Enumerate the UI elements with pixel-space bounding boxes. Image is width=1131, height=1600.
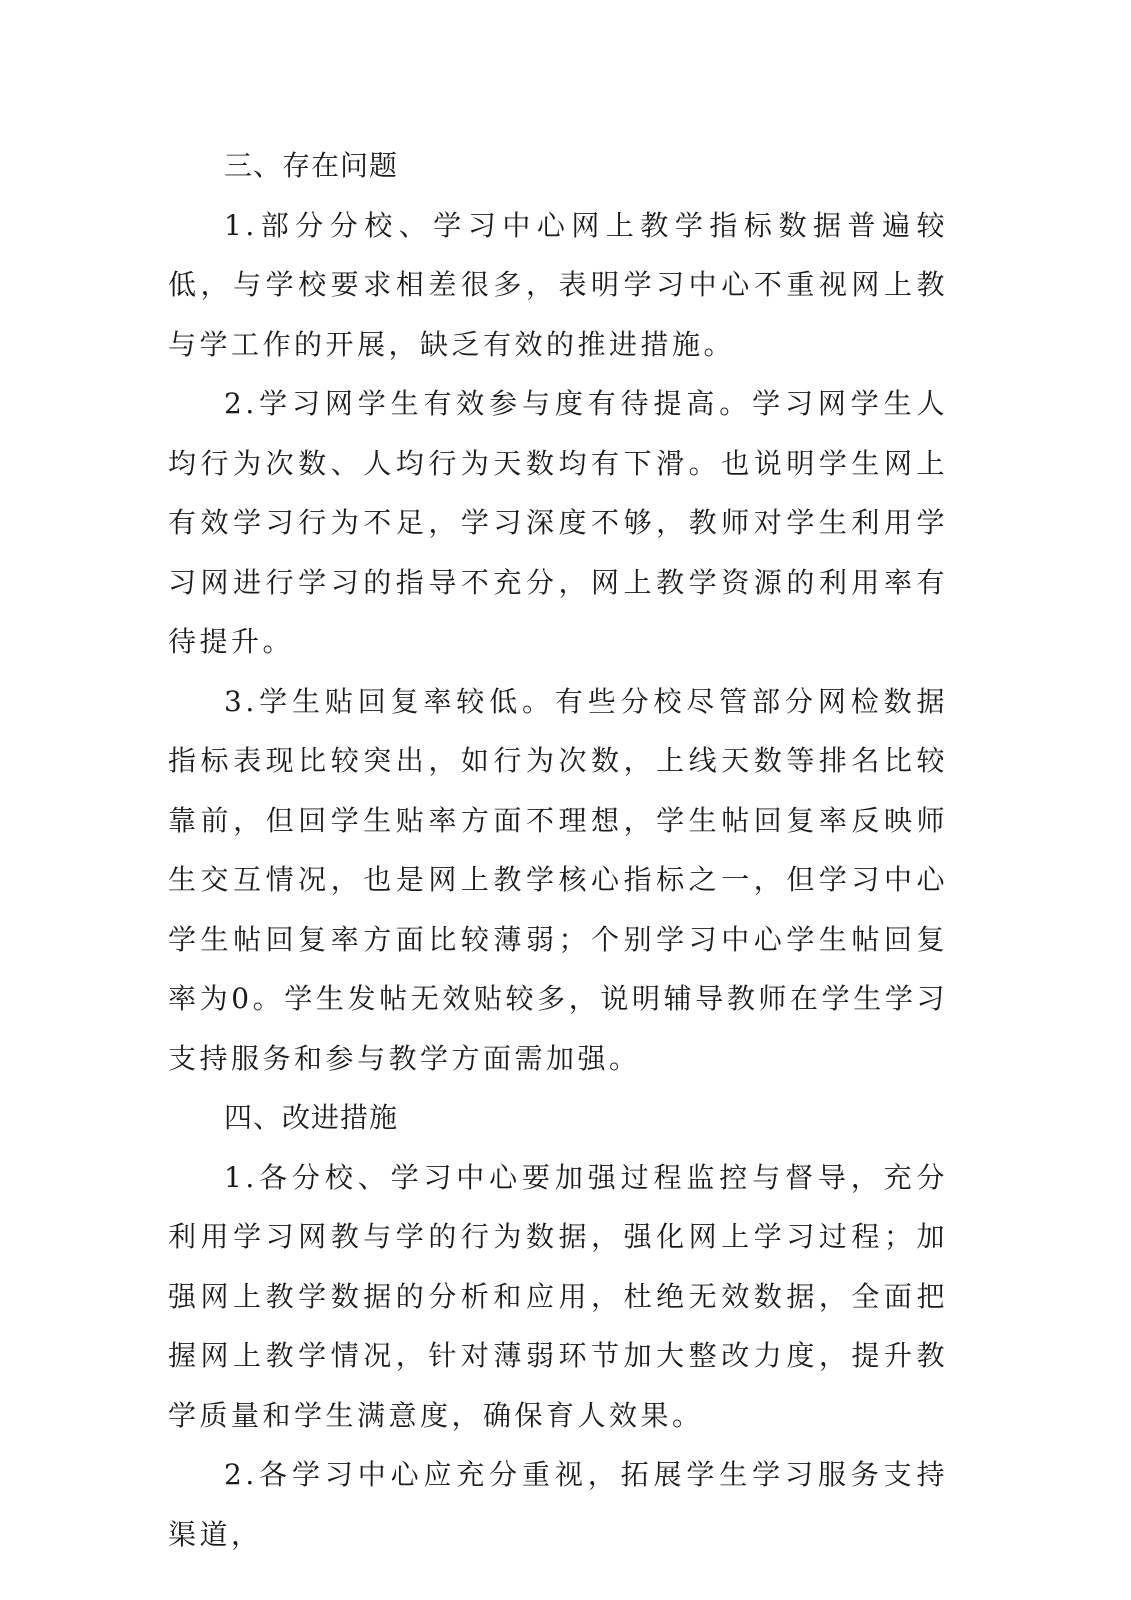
document-body (168, 136, 948, 1564)
section-heading-problems: 三、存在问题 (224, 149, 399, 182)
paragraph: 2.学习网学生有效参与度有待提高。学习网学生人均行为次数、人均行为天数均有下滑。也说明学生网上有效学习行为不足，学习深度不够，教师对学生利用学习网进行学习的指导不充分，网上教学资源的利用率有待提升。 (168, 387, 948, 658)
paragraph: 1.各分校、学习中心要加强过程监控与督导，充分利用学习网教与学的行为数据，强化网上学习过程；加强网上教学数据的分析和应用，杜绝无效数据，全面把握网上教学情况，针对薄弱环节加大整改力度，提升教学质量和学生满意度，确保育人效果。 (168, 1160, 948, 1432)
paragraph: 2.各学习中心应充分重视，拓展学生学习服务支持渠道， (168, 1458, 948, 1551)
paragraph: 1.部分分校、学习中心网上教学指标数据普遍较低，与学校要求相差很多，表明学习中心不重视网上教与学工作的开展，缺乏有效的推进措施。 (168, 208, 948, 361)
section-heading-improvements: 四、改进措施 (224, 1101, 399, 1134)
paragraph: 3.学生贴回复率较低。有些分校尽管部分网检数据指标表现比较突出，如行为次数，上线天数等排名比较靠前，但回学生贴率方面不理想，学生帖回复率反映师生交互情况，也是网上教学核心指标之一，但学习中心学生帖回复率方面比较薄弱；个别学习中心学生帖回复率为0。学生发帖无效贴较多，说明辅导教师在学生学习支持服务和参与教学方面需加强。 (168, 684, 948, 1075)
